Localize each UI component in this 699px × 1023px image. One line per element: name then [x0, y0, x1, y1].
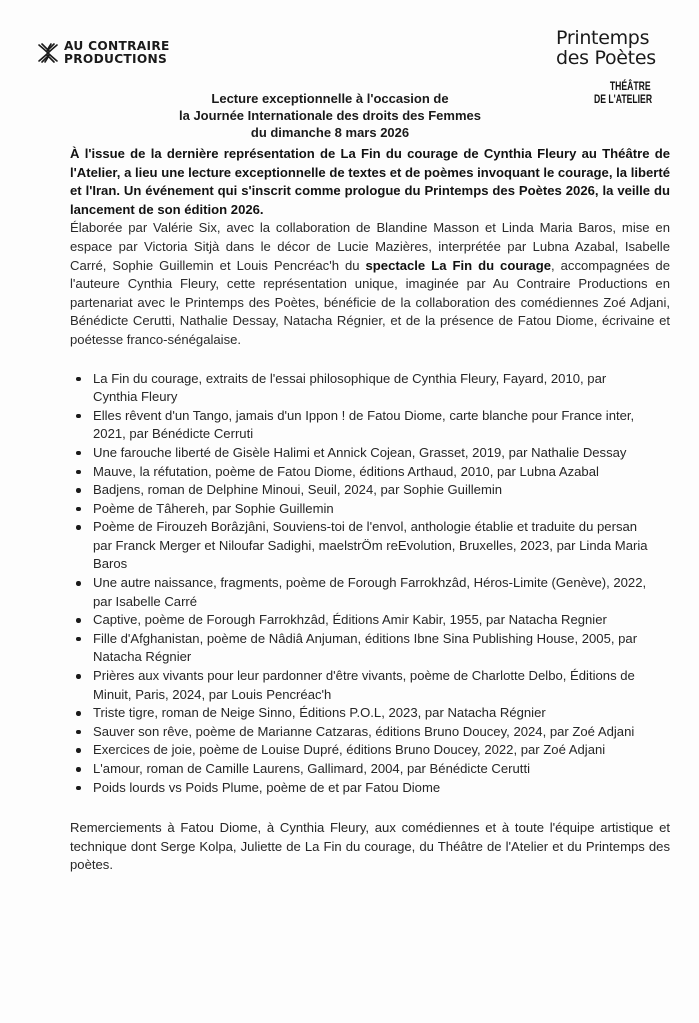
bullet-icon — [76, 581, 81, 586]
bullet-icon — [76, 637, 81, 642]
list-item: Une autre naissance, fragments, poème de Forough Farrokhzâd, Héros-Limite (Genève), 2022, par Isabelle Carré — [70, 574, 650, 611]
au-contraire-productions-logo — [37, 40, 170, 65]
description-part1: Élaborée par Valérie Six, avec la collaboration de Blandine Masson et Linda Maria Baros, mise en espace par Victoria Sitjà dans le décor de Lucie Mazières, interprétée par Lubna Azabal, Isabelle Carré, Sophie Guillemin et Louis Pencréac'h du — [70, 220, 670, 273]
theatre-atelier-logo — [594, 80, 660, 106]
bullet-icon — [76, 507, 81, 512]
partner-logos — [556, 28, 686, 106]
bullet-icon — [76, 618, 81, 623]
list-item: Poème de Tâhereh, par Sophie Guillemin — [70, 500, 650, 519]
description-part2: , accompagnées de l'auteure Cynthia Fleury, cette représentation unique, imaginée par Au Contraire Productions en partenariat avec le Printemps des Poètes, bénéficie de la collaboration des comédiennes Zoé Adjani, Bénédicte Cerutti, Nathalie Dessay, Natacha Régnier, et de la présence de Fatou Diome, écrivaine et poétesse franco-sénégalaise. — [70, 257, 670, 347]
list-item: Sauver son rêve, poème de Marianne Catzaras, éditions Bruno Doucey, 2024, par Zoé Adjani — [70, 723, 650, 742]
list-item: Elles rêvent d'un Tango, jamais d'un Ippon ! de Fatou Diome, carte blanche pour France inter, 2021, par Bénédicte Cerruti — [70, 407, 650, 444]
acknowledgements-paragraph: Remerciements à Fatou Diome, à Cynthia Fleury, aux comédiennes et à toute l'équipe artistique et technique dont Serge Kolpa, Juliette de La Fin du courage, du Théâtre de l'Atelier et du Printemps des poètes. — [70, 820, 670, 873]
pdp-line2: des Poètes — [556, 47, 656, 69]
bullet-icon — [76, 451, 81, 456]
theatre-line1: THÉÂTRE — [609, 79, 651, 93]
title-line1: Lecture exceptionnelle à l'occasion de — [211, 91, 449, 106]
document-body — [70, 145, 670, 875]
list-item: Badjens, roman de Delphine Minoui, Seuil, 2024, par Sophie Guillemin — [70, 481, 650, 500]
description-bold: spectacle La Fin du courage — [365, 257, 551, 273]
description-paragraph — [70, 219, 670, 349]
title-line3: du dimanche 8 mars 2026 — [250, 125, 410, 140]
bullet-icon — [76, 786, 81, 791]
bullet-icon — [76, 767, 81, 772]
bullet-icon — [76, 488, 81, 493]
list-item: Captive, poème de Forough Farrokhzâd, Éditions Amir Kabir, 1955, par Natacha Regnier — [70, 611, 650, 630]
printemps-des-poetes-logo — [556, 28, 686, 68]
list-item: Mauve, la réfutation, poème de Fatou Diome, éditions Arthaud, 2010, par Lubna Azabal — [70, 463, 650, 482]
list-item: Exercices de joie, poème de Louise Dupré, éditions Bruno Doucey, 2022, par Zoé Adjani — [70, 741, 650, 760]
list-item: Fille d'Afghanistan, poème de Nâdiâ Anjuman, éditions Ibne Sina Publishing House, 2005, par Natacha Régnier — [70, 630, 650, 667]
bullet-icon — [76, 525, 81, 530]
intro-paragraph: À l'issue de la dernière représentation de La Fin du courage de Cynthia Fleury au Théâtre de l'Atelier, a lieu une lecture exceptionnelle de textes et de poèmes invoquant le courage, la liberté et l'Iran. Un événement qui s'inscrit comme prologue du Printemps des Poètes 2026, la veille du lancement de son édition 2026. — [70, 146, 670, 217]
readings-list — [70, 370, 670, 798]
list-item: L'amour, roman de Camille Laurens, Gallimard, 2004, par Bénédicte Cerutti — [70, 760, 650, 779]
theatre-line2: DE L'ATELIER — [594, 92, 653, 106]
list-item: Une farouche liberté de Gisèle Halimi et Annick Cojean, Grasset, 2019, par Nathalie Dessay — [70, 444, 650, 463]
list-item: Poème de Firouzeh Borâzjâni, Souviens-toi de l'envol, anthologie établie et traduite du persan par Franck Merger et Niloufar Sadighi, maelstrÖm reEvolution, Bruxelles, 2023, par Linda Maria Baros — [70, 518, 650, 574]
list-item: Poids lourds vs Poids Plume, poème de et par Fatou Diome — [70, 779, 650, 798]
bullet-icon — [76, 711, 81, 716]
list-item: Prières aux vivants pour leur pardonner d'être vivants, poème de Charlotte Delbo, Éditions de Minuit, Paris, 2024, par Louis Pencréac'h — [70, 667, 650, 704]
bullet-icon — [76, 730, 81, 735]
list-item: La Fin du courage, extraits de l'essai philosophique de Cynthia Fleury, Fayard, 2010, par Cynthia Fleury — [70, 370, 650, 407]
bullet-icon — [76, 748, 81, 753]
logo-left-line2: PRODUCTIONS — [64, 51, 168, 66]
pdp-line1: Printemps — [556, 27, 650, 49]
bullet-icon — [76, 674, 81, 679]
bullet-icon — [76, 414, 81, 419]
list-item: Triste tigre, roman de Neige Sinno, Éditions P.O.L, 2023, par Natacha Régnier — [70, 704, 650, 723]
title-line2: la Journée Internationale des droits des Femmes — [179, 108, 481, 123]
bullet-icon — [76, 470, 81, 475]
bullet-icon — [76, 377, 81, 382]
document-title — [150, 90, 510, 141]
logo-left-line1: AU CONTRAIRE — [64, 39, 170, 53]
au-contraire-mark-icon — [37, 42, 59, 64]
